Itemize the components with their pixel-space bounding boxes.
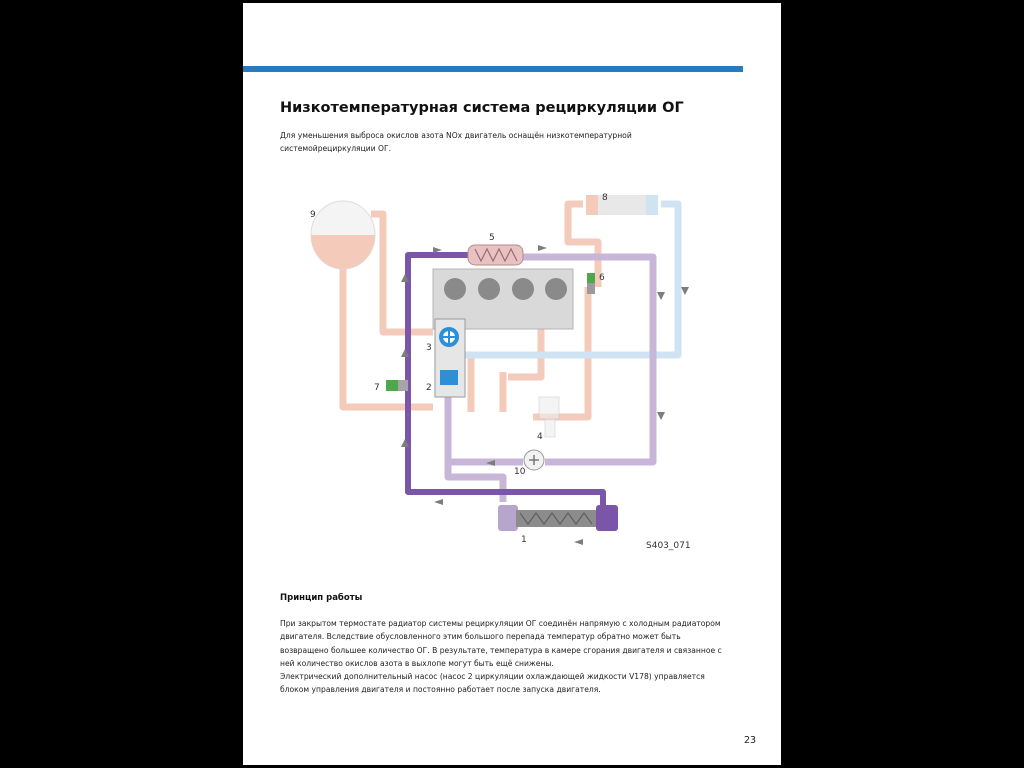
- label-6: 6: [599, 273, 605, 283]
- paragraph-2: Электрический дополнительный насос (насос 2 циркуляции охлаждающей жидкости V178) управляется блоком управления двигателя и постоянно работает после запуска двигателя.: [280, 672, 705, 695]
- thermostat-4: [539, 397, 559, 437]
- pipe-expansion-return: [371, 214, 433, 332]
- egr-cooler: [468, 245, 523, 265]
- label-5: 5: [489, 233, 495, 243]
- intro-text: Для уменьшения выброса окислов азота NOx двигатель оснащён низкотемпературной системойрециркуляции ОГ.: [280, 131, 632, 153]
- header-bar: [243, 66, 743, 72]
- pump-housing: [435, 319, 465, 397]
- pipe-to-radiator: [448, 462, 503, 502]
- section-title: Принцип работы: [280, 593, 363, 603]
- temperature-sensor-7: [386, 380, 408, 391]
- arrow-left: [434, 499, 443, 505]
- body-text: [280, 617, 730, 697]
- arrow-left: [574, 539, 583, 545]
- figure-code: S403_071: [646, 541, 691, 551]
- label-2: 2: [426, 383, 432, 393]
- arrow-right: [538, 245, 547, 251]
- pipe-low-temp-pump: [448, 397, 523, 462]
- auxiliary-pump-10: [524, 450, 544, 470]
- label-4: 4: [537, 432, 543, 442]
- label-3: 3: [426, 343, 432, 353]
- expansion-tank: [311, 201, 375, 269]
- main-radiator-1: [498, 505, 618, 531]
- label-10: 10: [514, 467, 526, 477]
- egr-cooling-diagram: [283, 187, 703, 552]
- label-7: 7: [374, 383, 380, 393]
- arrow-down: [681, 287, 689, 295]
- page-title: Низкотемпературная система рециркуляции ОГ: [280, 100, 684, 116]
- arrow-down: [657, 412, 665, 420]
- paragraph-1: При закрытом термостате радиатор системы рециркуляции ОГ соединён напрямую с холодным радиатором двигателя. Вследствие обусловленного этим большого перепада температур обратно может быть возвращено большее количество ОГ. В результате, температура в камере сгорания двигателя и связанное с ней количество окислов азота в выхлопе могут быть ещё снижены.: [280, 619, 722, 668]
- page-number: 23: [744, 735, 757, 746]
- label-9: 9: [310, 210, 316, 220]
- temperature-sensor-6: [587, 273, 595, 294]
- arrow-down: [657, 292, 665, 300]
- label-1: 1: [521, 535, 527, 545]
- cooler-radiator-8: [586, 195, 658, 215]
- label-8: 8: [602, 193, 608, 203]
